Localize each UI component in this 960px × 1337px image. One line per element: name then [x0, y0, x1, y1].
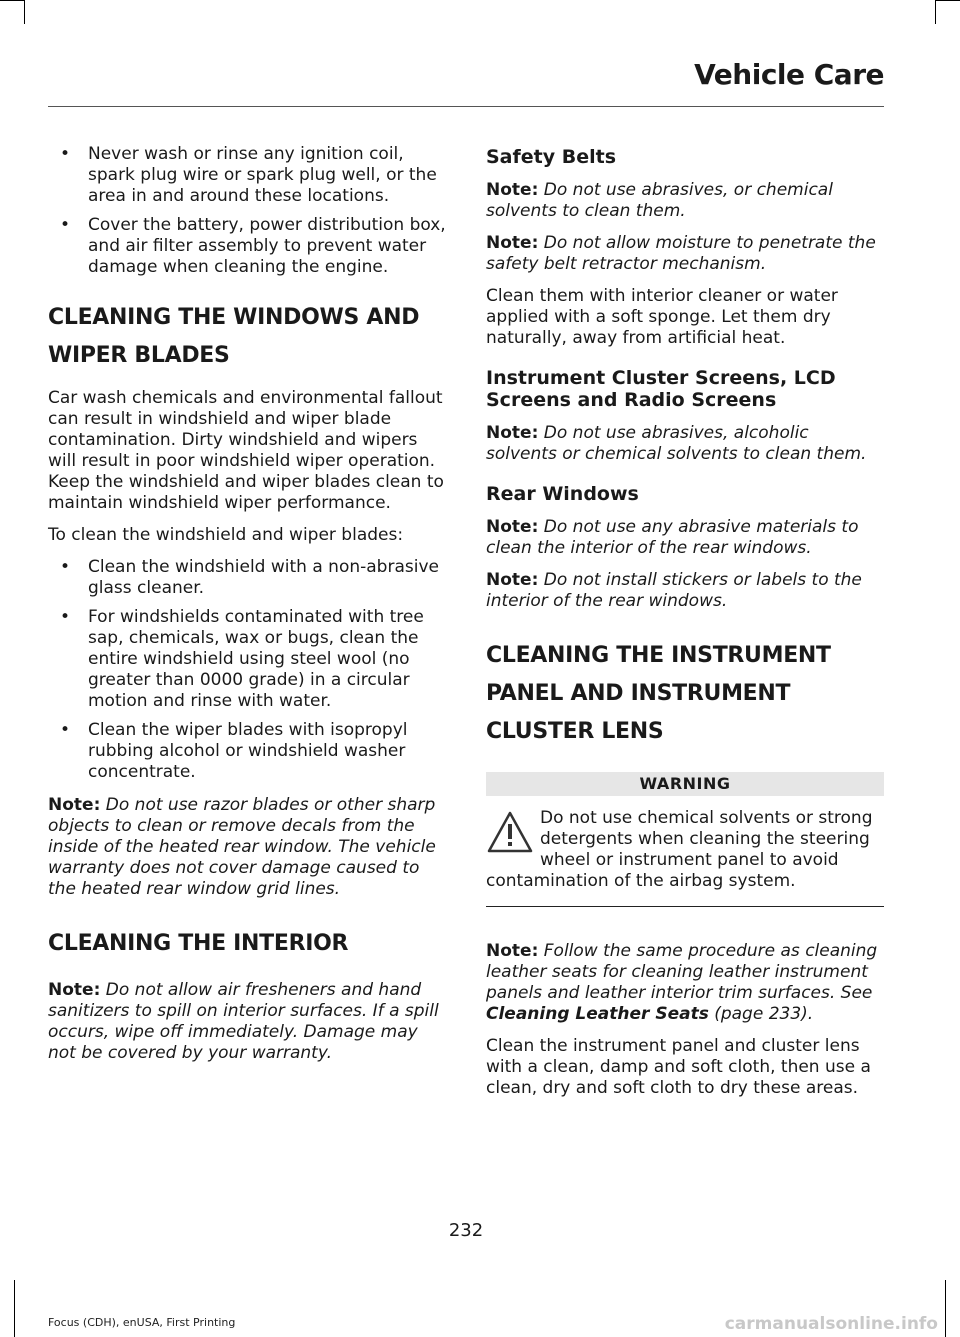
belts-note-1: [486, 180, 884, 222]
belts-note-2: [486, 233, 884, 275]
note-label: Note:: [486, 423, 539, 443]
note-text: Do not use abrasives, alcoholic solvents or chemical solvents to clean them.: [486, 423, 867, 464]
note-text: Do not install stickers or labels to the interior of the rear windows.: [486, 570, 862, 611]
engine-bullet-list: [48, 144, 446, 278]
watermark: carmanualsonline.info: [724, 1314, 938, 1334]
page-header: Vehicle Care: [694, 58, 884, 91]
crop-mark: [935, 0, 936, 24]
crop-mark: [24, 0, 25, 24]
heading-line: CLEANING THE WINDOWS AND: [48, 305, 420, 330]
rear-note-1: [486, 517, 884, 559]
subsection-heading-screens: Instrument Cluster Screens, LCD Screens and Radio Screens: [486, 367, 836, 411]
note-text: Do not use razor blades or other sharp objects to clean or remove decals from the inside of the heated rear window. The vehicle warranty does not cover damage caused to the heated rear window grid lines.: [48, 795, 436, 899]
warning-label: WARNING: [486, 772, 884, 796]
windows-note: [48, 795, 446, 900]
windows-paragraph: Car wash chemicals and environmental fallout can result in windshield and wiper blade contamination. Dirty windshield and wipers will result in poor windshield wiper operation. Keep the windshield and wiper blades clean to maintain windshield wiper performance.: [48, 388, 444, 513]
belts-paragraph: Clean them with interior cleaner or water applied with a soft sponge. Let them dry naturally, away from artificial heat.: [486, 286, 838, 348]
note-text: Do not allow air fresheners and hand sanitizers to spill on interior surfaces. If a spill occurs, wipe off immediately. Damage may not be covered by your warranty.: [48, 980, 439, 1063]
crop-mark: [0, 0, 24, 1]
header-rule: [48, 106, 884, 107]
crop-mark: [945, 1280, 946, 1337]
screens-note: [486, 423, 884, 465]
list-item: • Clean the windshield with a non-abrasive glass cleaner.: [48, 557, 446, 599]
list-item: • Never wash or rinse any ignition coil, spark plug wire or spark plug well, or the area in and around these locations.: [48, 144, 446, 207]
note-text: Follow the same procedure as cleaning leather seats for cleaning leather instrument panels and leather interior trim surfaces. See: [486, 941, 878, 1003]
left-column: [48, 144, 446, 1075]
panel-paragraph: Clean the instrument panel and cluster lens with a clean, damp and soft cloth, then use a clean, dry and soft cloth to dry these areas.: [486, 1036, 871, 1098]
list-item: • Clean the wiper blades with isopropyl rubbing alcohol or windshield washer concentrate.: [48, 720, 446, 783]
cross-reference-link[interactable]: Cleaning Leather Seats: [486, 1004, 709, 1024]
heading-line: CLUSTER LENS: [486, 719, 664, 744]
note-label: Note:: [486, 517, 539, 537]
subsection-heading-safety-belts: Safety Belts: [486, 146, 617, 168]
list-item: • Cover the battery, power distribution box, and air filter assembly to prevent water damage when cleaning the engine.: [48, 215, 446, 278]
rear-note-2: [486, 570, 884, 612]
windows-bullet-list: [48, 557, 446, 783]
note-label: Note:: [486, 233, 539, 253]
panel-note: [486, 941, 884, 1025]
warning-triangle-icon: [486, 810, 534, 854]
note-text: Do not use any abrasive materials to clean the interior of the rear windows.: [486, 517, 859, 558]
section-heading-interior: CLEANING THE INTERIOR: [48, 931, 349, 956]
right-column: [486, 144, 884, 1110]
section-heading-windows: [48, 304, 446, 370]
note-text: Do not use abrasives, or chemical solvents to clean them.: [486, 180, 833, 221]
note-label: Note:: [48, 980, 101, 1000]
windows-intro: To clean the windshield and wiper blades:: [48, 525, 404, 545]
note-text: Do not allow moisture to penetrate the safety belt retractor mechanism.: [486, 233, 876, 274]
crop-mark: [14, 1280, 15, 1337]
section-heading-instrument-panel: [486, 642, 884, 746]
warning-box: [486, 808, 884, 907]
heading-line: CLEANING THE INSTRUMENT: [486, 643, 831, 668]
heading-line: PANEL AND INSTRUMENT: [486, 681, 791, 706]
warning-text: Do not use chemical solvents or strong detergents when cleaning the steering wheel or instrument panel to avoid contamination of the airbag system.: [486, 808, 873, 891]
footer-text: Focus (CDH), enUSA, First Printing: [48, 1316, 236, 1329]
note-label: Note:: [48, 795, 101, 815]
heading-line: WIPER BLADES: [48, 343, 230, 368]
note-label: Note:: [486, 570, 539, 590]
note-label: Note:: [486, 180, 539, 200]
list-item: • For windshields contaminated with tree sap, chemicals, wax or bugs, clean the entire windshield using steel wool (no greater than 0000 grade) in a circular motion and rinse with water.: [48, 607, 446, 712]
page-reference: (page 233).: [714, 1004, 814, 1024]
subsection-heading-rear-windows: Rear Windows: [486, 483, 639, 505]
note-label: Note:: [486, 941, 539, 961]
crop-mark: [936, 0, 960, 1]
page-number: 232: [448, 1220, 484, 1241]
interior-note: [48, 980, 446, 1064]
